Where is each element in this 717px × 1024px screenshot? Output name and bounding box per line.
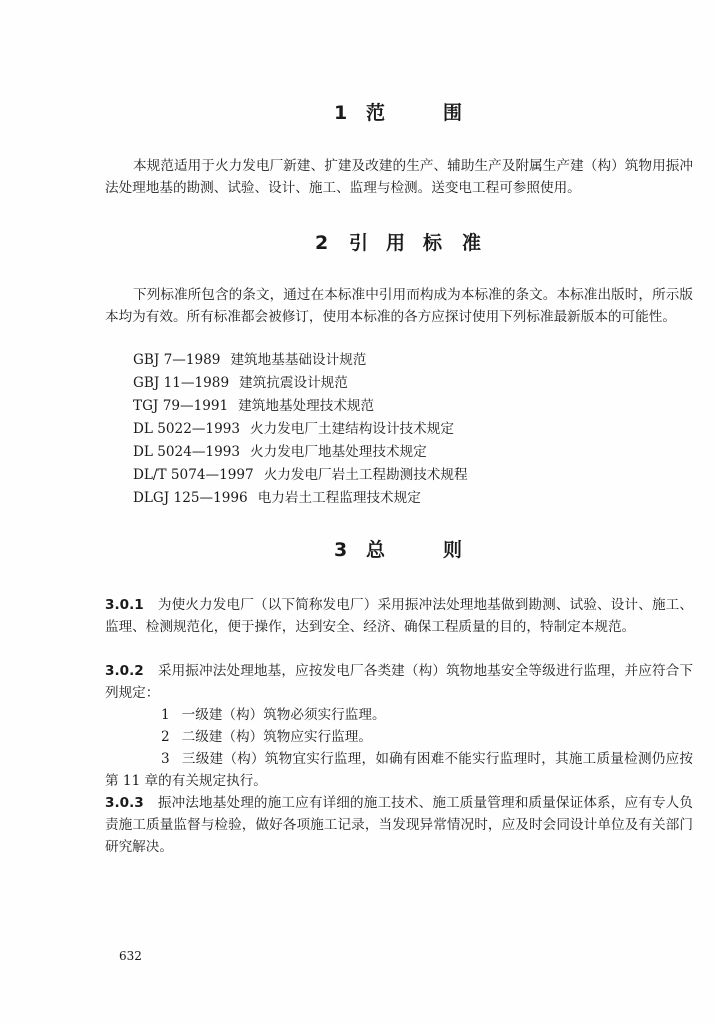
reference-item <box>133 464 468 487</box>
clause-3-0-2 <box>105 660 693 704</box>
clause-item-text: 二级建（构）筑物应实行监理。 <box>181 729 372 745</box>
clause-3-0-1 <box>105 594 693 638</box>
reference-item <box>133 349 468 372</box>
clause-item-text: 三级建（构）筑物宜实行监理，如确有困难不能实行监理时，其施工质量检测仍应按第 11 章的有关规定执行。 <box>105 751 693 789</box>
section-2-title-char: 用 <box>386 232 406 254</box>
reference-item <box>133 487 468 510</box>
reference-code: GBJ 11—1989 <box>133 375 230 391</box>
clause-item-text: 一级建（构）筑物必须实行监理。 <box>181 707 386 723</box>
section-3-title <box>0 536 717 564</box>
clause-item <box>105 726 693 748</box>
reference-code: DL/T 5074—1997 <box>133 467 254 483</box>
clause-item <box>105 704 693 726</box>
reference-item <box>133 441 468 464</box>
reference-name: 建筑地基基础设计规范 <box>230 352 367 368</box>
clause-3-0-3 <box>105 792 693 858</box>
clause-text: 振冲法地基处理的施工应有详细的施工技术、施工质量管理和质量保证体系，应有专人负责施工质量监督与检验，做好各项施工记录，当发现异常情况时，应及时会同设计单位及有关部门研究解决。 <box>105 795 693 855</box>
reference-item <box>133 395 468 418</box>
reference-name: 火力发电厂岩土工程勘测技术规程 <box>263 467 468 483</box>
reference-item <box>133 372 468 395</box>
scope-paragraph: 本规范适用于火力发电厂新建、扩建及改建的生产、辅助生产及附属生产建（构）筑物用振冲法处理地基的勘测、试验、设计、施工、监理与检测。送变电工程可参照使用。 <box>105 158 693 196</box>
clause-item-number: 2 <box>161 729 170 745</box>
page-number: 632 <box>119 949 142 963</box>
section-3-title-char: 总 <box>366 539 386 561</box>
section-1-title-char: 围 <box>443 102 463 124</box>
reference-list <box>133 349 468 510</box>
reference-name: 电力岩土工程监理技术规定 <box>257 490 421 506</box>
reference-item <box>133 418 468 441</box>
section-3-title-char: 则 <box>443 539 463 561</box>
reference-name: 建筑抗震设计规范 <box>239 375 348 391</box>
clause-text: 采用振冲法处理地基，应按发电厂各类建（构）筑物地基安全等级进行监理，并应符合下列规定： <box>105 663 693 701</box>
reference-code: DL 5024—1993 <box>133 444 241 460</box>
references-intro: 下列标准所包含的条文，通过在本标准中引用而构成为本标准的条文。本标准出版时，所示版本均为有效。所有标准都会被修订，使用本标准的各方应探讨使用下列标准最新版本的可能性。 <box>105 287 693 325</box>
section-1-title-char: 范 <box>366 102 386 124</box>
reference-code: DLGJ 125—1996 <box>133 490 248 506</box>
clause-text: 为使火力发电厂（以下简称发电厂）采用振冲法处理地基做到勘测、试验、设计、施工、监理、检测规范化，便于操作，达到安全、经济、确保工程质量的目的，特制定本规范。 <box>105 597 693 635</box>
reference-code: DL 5022—1993 <box>133 421 241 437</box>
section-2-title <box>0 229 717 257</box>
clause-item <box>105 748 693 792</box>
reference-name: 建筑地基处理技术规范 <box>238 398 375 414</box>
reference-name: 火力发电厂地基处理技术规定 <box>250 444 427 460</box>
clause-item-number: 3 <box>161 751 170 767</box>
clause-number: 3.0.3 <box>105 795 144 811</box>
clause-number: 3.0.1 <box>105 597 144 613</box>
clause-item-number: 1 <box>161 707 170 723</box>
reference-name: 火力发电厂土建结构设计技术规定 <box>250 421 454 437</box>
section-3-number: 3 <box>334 539 348 561</box>
section-2-title-char: 准 <box>462 232 482 254</box>
section-1-number: 1 <box>334 102 348 124</box>
reference-code: TGJ 79—1991 <box>133 398 229 414</box>
section-1-title <box>0 99 717 127</box>
reference-code: GBJ 7—1989 <box>133 352 221 368</box>
clause-number: 3.0.2 <box>105 663 144 679</box>
section-2-number: 2 <box>315 232 329 254</box>
section-2-title-char: 引 <box>349 232 369 254</box>
section-2-title-char: 标 <box>423 232 443 254</box>
